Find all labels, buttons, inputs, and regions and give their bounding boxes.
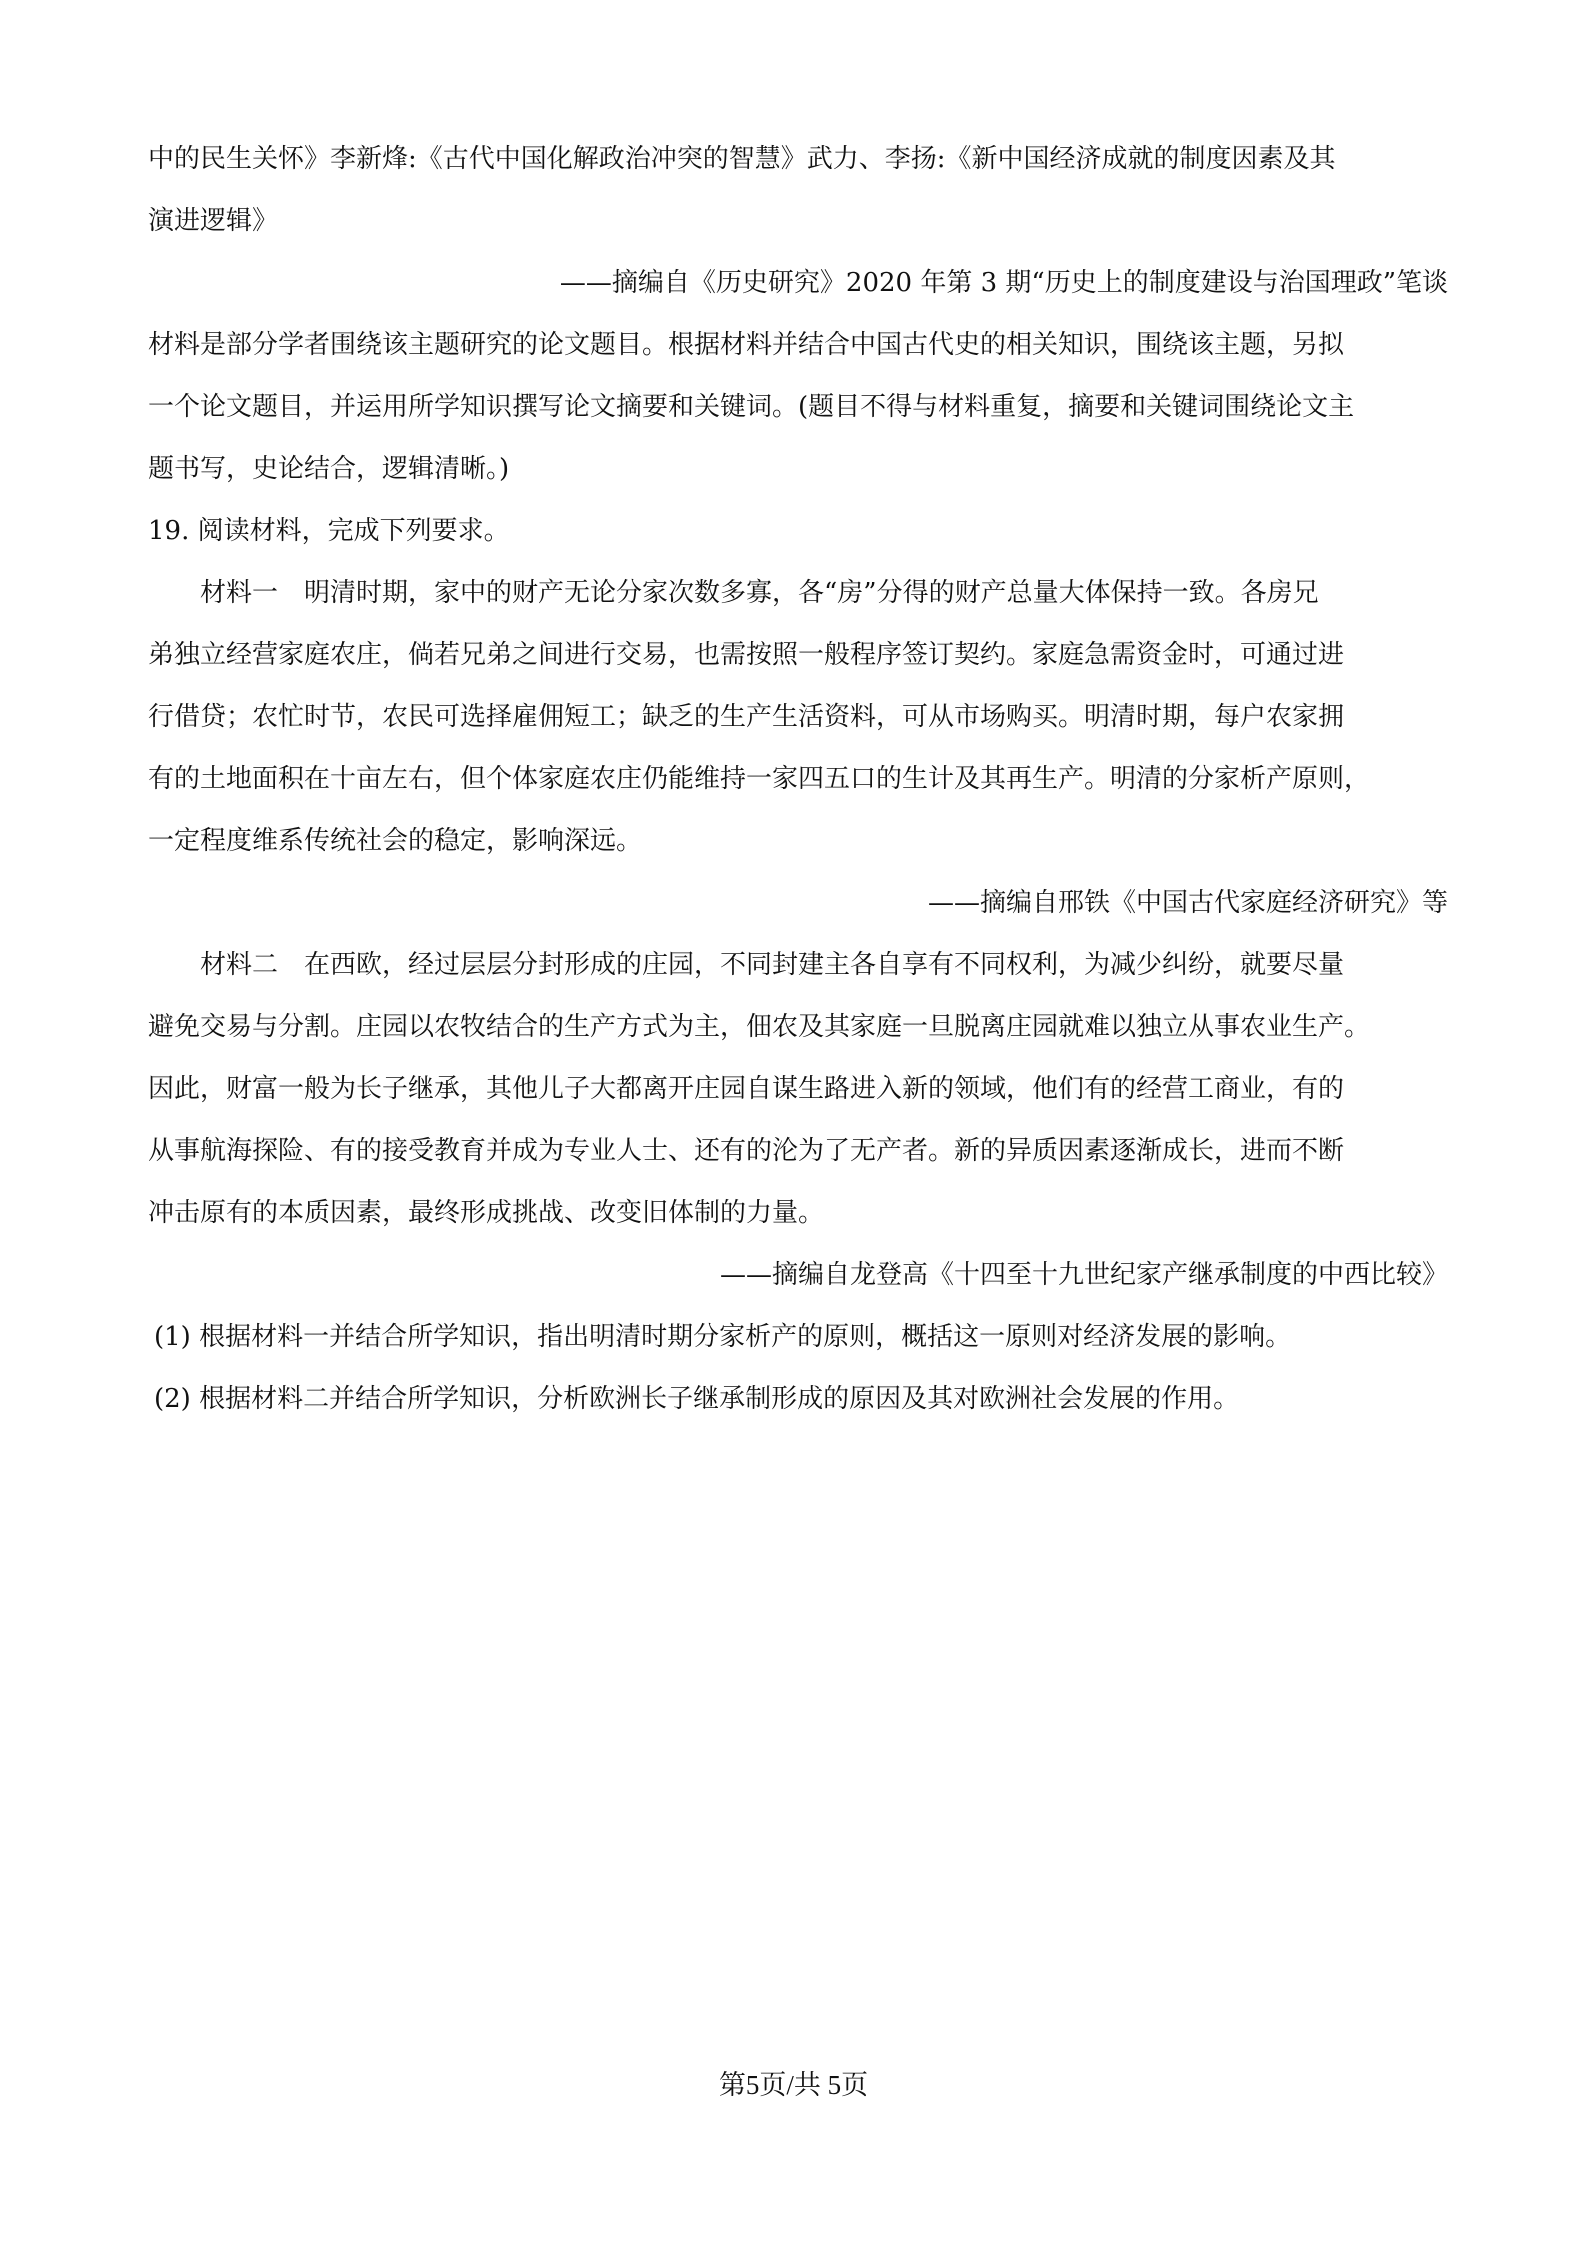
material-line: 有的土地面积在十亩左右，但个体家庭农庄仍能维持一家四五口的生计及其再生产。明清的分家析产原则， [148,764,1371,794]
paper-title-line: 中的民生关怀》李新烽:《古代中国化解政治冲突的智慧》武力、李扬:《新中国经济成就的制度因素及其 [148,144,1336,174]
sub-question: (2) 根据材料二并结合所学知识，分析欧洲长子继承制形成的原因及其对欧洲社会发展的作用。 [154,1384,1240,1414]
question-prompt-line: 题书写，史论结合，逻辑清晰。) [148,454,510,484]
page-content [148,128,1448,1430]
material-one [148,562,1448,934]
material-line: 一定程度维系传统社会的稳定，影响深远。 [148,826,643,856]
question-prompt-line: 材料是部分学者围绕该主题研究的论文题目。根据材料并结合中国古代史的相关知识，围绕该主题，另拟 [148,330,1345,360]
sub-question: (1) 根据材料一并结合所学知识，指出明清时期分家析产的原则，概括这一原则对经济发展的影响。 [154,1322,1292,1352]
material-two [148,934,1448,1306]
page-number: 第5页/共 5页 [718,2070,869,2100]
material-line: 材料一 明清时期，家中的财产无论分家次数多寡，各“房”分得的财产总量大体保持一致。各房兄 [200,578,1319,608]
material-line: 因此，财富一般为长子继承，其他儿子大都离开庄园自谋生路进入新的领域，他们有的经营工商业，有的 [148,1074,1345,1104]
question-prompt-line: 一个论文题目，并运用所学知识撰写论文摘要和关键词。(题目不得与材料重复，摘要和关键词围绕论文主 [148,392,1355,422]
source-citation: ——摘编自邢铁《中国古代家庭经济研究》等 [927,888,1448,918]
source-citation: ——摘编自《历史研究》2020 年第 3 期“历史上的制度建设与治国理政”笔谈 [559,268,1448,298]
source-citation: ——摘编自龙登高《十四至十九世纪家产继承制度的中西比较》 [719,1260,1448,1290]
sub-questions [148,1306,1448,1430]
material-line: 材料二 在西欧，经过层层分封形成的庄园，不同封建主各自享有不同权利，为减少纠纷，就要尽量 [200,950,1345,980]
material-line: 冲击原有的本质因素，最终形成挑战、改变旧体制的力量。 [148,1198,825,1228]
question-19 [148,500,1448,1430]
material-line: 从事航海探险、有的接受教育并成为专业人士、还有的沦为了无产者。新的异质因素逐渐成长，进而不断 [148,1136,1345,1166]
material-line: 弟独立经营家庭农庄，倘若兄弟之间进行交易，也需按照一般程序签订契约。家庭急需资金时，可通过进 [148,640,1345,670]
material-line: 行借贷；农忙时节，农民可选择雇佣短工；缺乏的生产生活资料，可从市场购买。明清时期，每户农家拥 [148,702,1345,732]
material-line: 避免交易与分割。庄园以农牧结合的生产方式为主，佃农及其家庭一旦脱离庄园就难以独立从事农业生产。 [148,1012,1371,1042]
prev-question-materials [148,128,1448,500]
question-heading: 19. 阅读材料，完成下列要求。 [148,516,510,546]
paper-title-line: 演进逻辑》 [148,206,279,236]
